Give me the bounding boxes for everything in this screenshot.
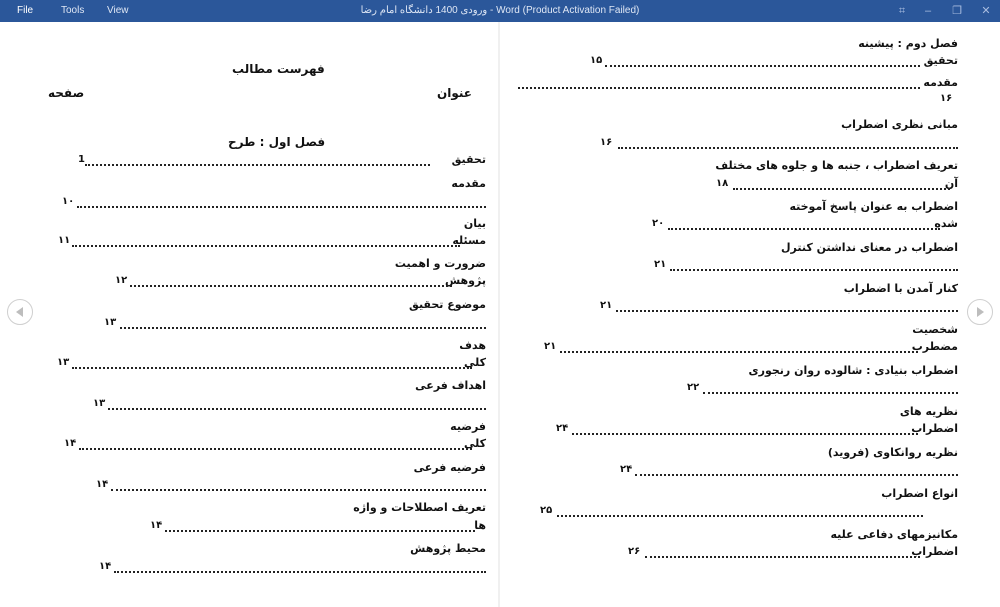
toc-page-number: ۲۰ xyxy=(652,218,665,229)
menu-file[interactable]: File xyxy=(17,5,34,16)
chapter-heading: فصل اول : طرح xyxy=(228,135,326,149)
toc-page-number: ۲۵ xyxy=(540,505,553,516)
toc-page-number: ۱۶ xyxy=(940,93,953,104)
toc-page-number: ۱۲ xyxy=(115,275,128,286)
dot-leader xyxy=(635,465,958,476)
toc-page-number: ۱۳ xyxy=(93,398,106,409)
toc-entry-title: فرضیه xyxy=(450,420,486,433)
toc-page-number: ۲۱ xyxy=(600,300,613,311)
toc-page-number: ۲۴ xyxy=(620,464,633,475)
dot-leader xyxy=(72,236,460,247)
menu-view[interactable]: View xyxy=(107,5,129,16)
toc-page-number: 1 xyxy=(78,154,85,165)
dot-leader xyxy=(114,562,486,573)
dot-leader xyxy=(108,399,486,410)
dot-leader xyxy=(668,219,940,230)
document-title: ورودی 1400 دانشگاه امام رضا - Word (Product Activation Failed) xyxy=(360,5,640,16)
toc-page-number: ۱۶ xyxy=(600,137,613,148)
chevron-left-icon xyxy=(16,307,23,317)
column-title-label: عنوان xyxy=(437,86,472,100)
dot-leader xyxy=(111,480,486,491)
toc-page-number: ۱۴ xyxy=(96,479,109,490)
toc-entry-title-cont: مسئله xyxy=(452,234,486,247)
toc-page-number: ۲۱ xyxy=(544,341,557,352)
previous-page-button[interactable] xyxy=(7,299,33,325)
toc-entry-title: نظریه روانکاوی (فروید) xyxy=(827,446,958,459)
toc-page-number: ۱۴ xyxy=(99,561,112,572)
dot-leader xyxy=(616,301,958,312)
dot-leader xyxy=(618,138,958,149)
toc-page-number: ۱۴ xyxy=(64,438,77,449)
toc-page-number: ۱۳ xyxy=(57,357,70,368)
dot-leader xyxy=(733,179,950,190)
toc-entry-title: نظریه های xyxy=(899,405,958,418)
toc-page-number: ۲۱ xyxy=(654,259,667,270)
toc-page-number: ۲۶ xyxy=(628,546,641,557)
toc-page-number: ۱۱ xyxy=(58,235,71,246)
dot-leader xyxy=(165,521,475,532)
toc-entry-title: بیان xyxy=(463,217,486,230)
dot-leader xyxy=(79,439,472,450)
toc-entry-title: فصل دوم : پیشینه xyxy=(858,37,958,50)
toc-entry-title: اهداف فرعی xyxy=(415,379,486,392)
toc-entry-title: اضطراب به عنوان پاسخ آموخته xyxy=(789,200,958,213)
chevron-right-icon xyxy=(977,307,984,317)
dot-leader xyxy=(703,383,958,394)
dot-leader xyxy=(120,318,486,329)
toc-page-number: ۱۳ xyxy=(104,317,117,328)
toc-page-number: ۱۵ xyxy=(590,55,603,66)
toc-page-number: ۲۲ xyxy=(687,382,700,393)
toc-page-number: ۲۴ xyxy=(556,423,569,434)
close-icon[interactable]: ✕ xyxy=(981,5,991,17)
toc-entry-title: محیط پژوهش xyxy=(410,542,486,555)
toc-entry-title: مقدمه xyxy=(451,177,486,190)
fullscreen-icon[interactable]: ⌗ xyxy=(898,5,906,17)
toc-page-number: ۱۰ xyxy=(62,196,75,207)
dot-leader xyxy=(518,78,920,89)
toc-entry-title: مکانیزمهای دفاعی علیه xyxy=(830,528,958,541)
dot-leader xyxy=(605,56,920,67)
toc-entry-title: انواع اضطراب xyxy=(881,487,958,500)
next-page-button[interactable] xyxy=(967,299,993,325)
toc-entry-title: کنار آمدن با اضطراب xyxy=(843,282,958,295)
toc-entry-title-cont: تحقیق xyxy=(451,153,486,166)
minimize-icon[interactable]: – xyxy=(924,5,932,17)
toc-entry-title-cont: تحقیق xyxy=(923,54,958,67)
toc-entry-title-cont: مضطرب xyxy=(911,340,958,353)
toc-entry-title-cont: ها xyxy=(474,519,486,532)
menu-tools[interactable]: Tools xyxy=(61,5,85,16)
toc-entry-title-cont: مقدمه xyxy=(923,76,958,89)
toc-entry-title: موضوع تحقیق xyxy=(409,298,486,311)
toc-entry-title: هدف xyxy=(459,339,486,352)
toc-entry-title: اضطراب بنیادی : شالوده روان رنجوری xyxy=(748,364,958,377)
toc-entry-title: مبانی نظری اضطراب xyxy=(841,118,958,131)
toc-entry-title: ضرورت و اهمیت xyxy=(394,257,486,270)
dot-leader xyxy=(557,506,923,517)
toc-entry-title: اضطراب در معنای نداشتن کنترل xyxy=(780,241,958,254)
toc-entry-title-cont: آن xyxy=(944,177,958,190)
toc-entry-title: شخصیت xyxy=(912,323,958,336)
toc-entry-title: تعریف اضطراب ، جنبه ها و جلوه های مختلف xyxy=(715,159,958,172)
dot-leader xyxy=(670,260,958,271)
toc-entry-title: تعریف اصطلاحات و واژه xyxy=(353,501,486,514)
toc-entry-title-cont: اضطراب xyxy=(911,545,958,558)
page-left xyxy=(0,22,498,607)
toc-entry-title-cont: کلی xyxy=(463,437,486,450)
toc-page-number: ۱۴ xyxy=(150,520,163,531)
dot-leader xyxy=(77,197,486,208)
column-page-label: صفحه xyxy=(48,86,85,100)
dot-leader xyxy=(130,276,452,287)
dot-leader xyxy=(572,424,918,435)
dot-leader xyxy=(85,155,430,166)
toc-entry-title-cont: پژوهش xyxy=(445,274,486,287)
toc-heading: فهرست مطالب xyxy=(232,62,325,76)
page-right xyxy=(500,22,1000,607)
toc-entry-title-cont: کلی xyxy=(463,356,486,369)
dot-leader xyxy=(72,358,472,369)
toc-entry-title-cont: اضطراب xyxy=(911,422,958,435)
toc-entry-title: فرضیه فرعی xyxy=(413,461,486,474)
restore-icon[interactable]: ❐ xyxy=(952,5,962,17)
dot-leader xyxy=(645,547,920,558)
title-bar xyxy=(0,0,1000,22)
toc-entry-title-cont: شده xyxy=(934,217,958,230)
toc-page-number: ۱۸ xyxy=(716,178,729,189)
dot-leader xyxy=(560,342,918,353)
